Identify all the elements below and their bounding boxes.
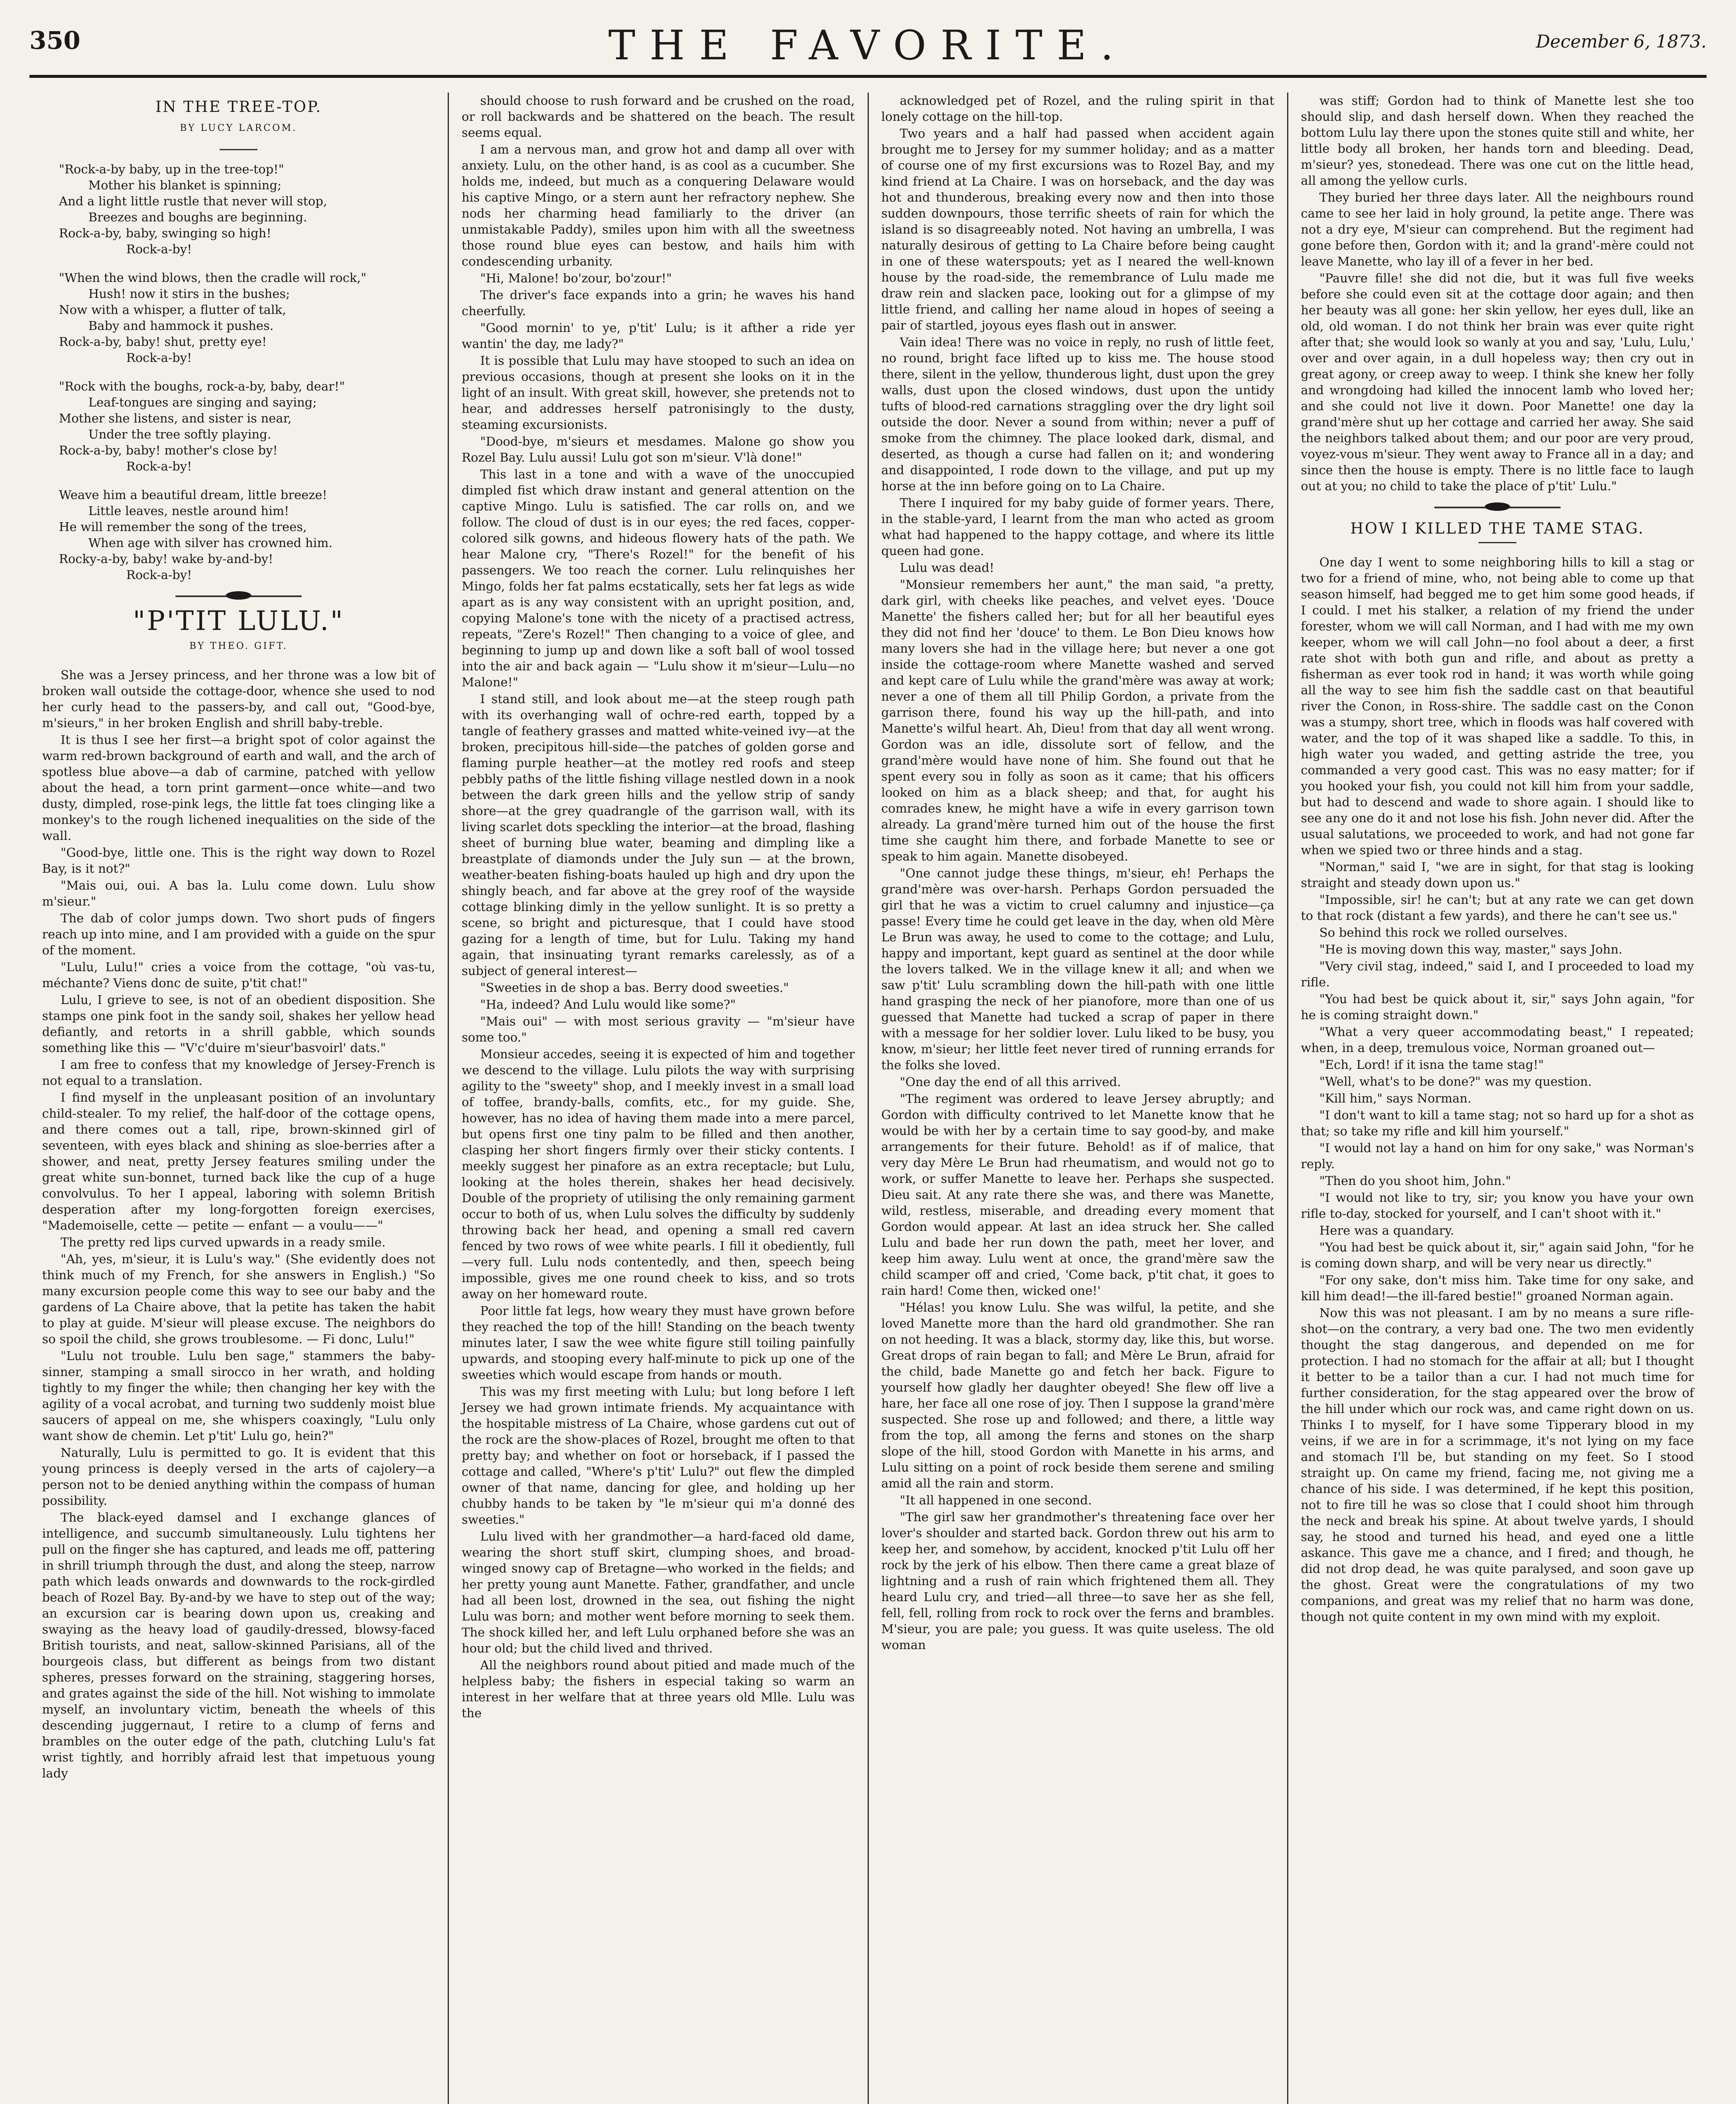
poem-line: Mother his blanket is spinning; — [88, 178, 281, 192]
poem-stanza — [42, 270, 435, 366]
stag-paragraph: "I would not like to try, sir; you know you have your own rifle to-day, stocked for yourself, and I can't shoot with it." — [1301, 1190, 1694, 1221]
poem-stanza — [42, 487, 435, 583]
page-header — [29, 20, 1707, 83]
story-paragraph: "It all happened in one second. — [900, 1493, 1092, 1507]
stag-paragraph: Now this was not pleasant. I am by no means a sure rifle-shot—on the contrary, a very bad one. The two men evidently thought the stag dangerous, and depended on me for protection. I had no stomach for the affair at all; but I thought it better to be a tailor than a cur. I had not much time for further consideration, for the stag appeared over the brow of the hill under which our rock was, and came right down on us. Thinks I to myself, for I have some Tipperary blood in my veins, if we are in for a scrimmage, it's not lying on my face and stomach I'll be, but standing on my feet. So I stood straight up. On came my friend, facing me, not giving me a chance of his side. I was determined, if he kept this position, not to fire till he was so close that I could shoot him through the neck and break his spine. At about twelve yards, I should say, he stood and turned his head, and eyed one a little askance. This gave me a chance, and I fired; and though, he did not drop dead, he was quite paralysed, and soon gave up the ghost. Great were the congratulations of my two companions, and great was my relief that no harm was done, though not quite content in my own mind with my exploit. — [1301, 1306, 1694, 1624]
issue-date: December 6, 1873. — [1536, 31, 1707, 52]
stag-paragraph: "I would not lay a hand on him for ony sake," was Norman's reply. — [1301, 1141, 1694, 1171]
story-paragraph: was stiff; Gordon had to think of Manette lest she too should slip, and dash herself down. When they reached the bottom Lulu lay there upon the stones quite still and white, her little body all broken, her hands torn and bleeding. Dead, m'sieur? yes, stonedead. There was one cut on the little head, all among the yellow curls. — [1301, 93, 1694, 188]
column-2 — [449, 93, 868, 2104]
stag-paragraph: "Ech, Lord! if it isna the tame stag!" — [1319, 1057, 1544, 1072]
poem-line: "Rock with the boughs, rock-a-by, baby, dear!" — [59, 379, 345, 393]
story-paragraph: "Hi, Malone! bo'zour, bo'zour!" — [480, 271, 672, 285]
story-paragraph: The black-eyed damsel and I exchange glances of intelligence, and succumb simultaneously. Lulu tightens her pull on the finger she has captured, and leads me off, pattering in shrill triumph through the dust, and along the steep, narrow path which leads onwards and downwards to the rock-girdled beach of Rozel Bay. By-and-by we have to step out of the way; an excursion car is bearing down upon us, creaking and swaying as the heavy load of gaudily-dressed, blowsy-faced British tourists, and neat, sallow-skinned Parisians, all of the bourgeois class, but different as beings from two distant spheres, presses forward on the straining, staggering horses, and grates against the side of the hill. Not wishing to immolate myself, an involuntary victim, beneath the wheels of this descending juggernaut, I retire to a clump of ferns and brambles on the outer edge of the path, clutching Lulu's fat wrist tightly, and horribly afraid lest that impetuous young lady — [42, 1510, 435, 1780]
story-paragraph: Naturally, Lulu is permitted to go. It is evident that this young princess is deeply versed in the arts of cajolery—a person not to be denied anything within the compass of human possibility. — [42, 1445, 435, 1508]
short-divider — [220, 149, 257, 150]
stag-paragraph: "You had best be quick about it, sir," again said John, "for he is coming down sharp, and will be very near us directly." — [1301, 1240, 1694, 1270]
stag-paragraph: "Then do you shoot him, John." — [1319, 1174, 1511, 1188]
story-paragraph: The pretty red lips curved upwards in a ready smile. — [61, 1235, 386, 1249]
story-paragraph: "Sweeties in de shop a bas. Berry dood sweeties." — [480, 980, 789, 995]
story-paragraph: I find myself in the unpleasant position of an involuntary child-stealer. To my relief, the half-door of the cottage opens, and there comes out a tall, ripe, brown-skinned girl of seventeen, with eyes black and shining as sloe-berries after a shower, and neat, pretty Jersey features smiling under the great white sun-bonnet, turned back like the cup of a huge convolvulus. To her I appeal, laboring with solemn British desperation after my long-forgotten foreign exercises, "Mademoiselle, cette — petite — enfant — a voulu——" — [42, 1090, 435, 1233]
story-paragraph: I am a nervous man, and grow hot and damp all over with anxiety. Lulu, on the other hand, is as cool as a cucumber. She holds me, indeed, but much as a conquering Delaware would his captive Mingo, or a stern aunt her refractory nephew. She nods her charming head familiarly to the driver (an unmistakable Paddy), smiles upon him with all the sweetness those round blue eyes can bestow, and hails him with condescending urbanity. — [462, 142, 855, 268]
story-paragraph: The dab of color jumps down. Two short puds of fingers reach up into mine, and I am provided with a guide on the spur of the moment. — [42, 911, 435, 957]
story-paragraph: All the neighbors round about pitied and made much of the helpless baby; the fishers in especial taking so warm an interest in her welfare that at three years old Mlle. Lulu was the — [462, 1658, 855, 1720]
poem-line: Now with a whisper, a flutter of talk, — [59, 303, 287, 317]
column-3 — [869, 93, 1288, 2104]
stag-paragraph: "Impossible, sir! he can't; but at any rate we can get down to that rock (distant a few yards), and there he can't see us." — [1301, 893, 1694, 923]
poem-line: Rock-a-by! — [126, 242, 192, 256]
story-paragraph: "Lulu, Lulu!" cries a voice from the cottage, "où vas-tu, méchante? Viens donc de suite, p'tit chat!" — [42, 960, 435, 990]
story-paragraph: "The regiment was ordered to leave Jersey abruptly; and Gordon with difficulty contrived to let Manette know that he would be with her by a certain time to say good-by, and make arrangements for their future. Behold! as if of malice, that very day Mère Le Brun had rheumatism, and would not go to work, or suffer Manette to leave her. Perhaps she suspected. Dieu sait. At any rate there she was, and there was Manette, wild, restless, miserable, and dreading every moment that Gordon would appear. At last an idea struck her. She called Lulu and bade her run down the path, meet her lover, and keep him away. Lulu went at once, the grand'mère saw the child scamper off and cried, 'Come back, p'tit chat, it goes to rain hard! Come then, wicked one!' — [881, 1092, 1274, 1298]
poem-stanza — [42, 378, 435, 474]
story-paragraph: "Monsieur remembers her aunt," the man said, "a pretty, dark girl, with cheeks like peaches, and velvet eyes. 'Douce Manette' the fishers called her; but for all her beautiful eyes they did not find her 'douce' to them. Le Bon Dieu knows how many lovers she had in the village here; but never a one got inside the cottage-room where Manette washed and served and kept care of Lulu while the grand'mère was away at work; never a one of them all till Philip Gordon, a private from the garrison there, found his way up the hill-path, and into Manette's wilful heart. Ah, Dieu! from that day all went wrong. Gordon was an idle, dissolute sort of fellow, and the grand'mère would have none of him. She found out that he spent every sou in folly as soon as it came; that his officers looked on him as a black sheep; and that, for aught his comrades knew, he might have a wife in every garrison town already. La grand'mère turned him out of the house the first time she caught him there, and forbade Manette to see or speak to him again. Manette disobeyed. — [881, 577, 1274, 863]
newspaper-title: THE FAVORITE. — [608, 22, 1128, 69]
poem-line: Rocky-a-by, baby! wake by-and-by! — [59, 552, 273, 566]
poem-line: Rock-a-by, baby, swinging so high! — [59, 226, 271, 240]
poem-line: Mother she listens, and sister is near, — [59, 411, 292, 425]
story-paragraph: Lulu was dead! — [900, 561, 995, 575]
poem-title: IN THE TREE-TOP. — [155, 98, 322, 116]
story-paragraph: Vain idea! There was no voice in reply, no rush of little feet, no round, bright face lifted up to kiss me. The house stood there, silent in the yellow, thunderous light, dust upon the grey walls, dust upon the closed windows, dust upon the untidy tufts of blood-red carnations straggling over the dry light soil outside the door. Never a sound from within; never a puff of smoke from the chimney. The place looked dark, dismal, and deserted, as though a curse had fallen on it; and wondering and disappointed, I rode down to the village, and put up my horse at the inn before going on to La Chaire. — [881, 335, 1274, 493]
story-paragraph: "Ha, indeed? And Lulu would like some?" — [480, 997, 736, 1012]
poem-line: "Rock-a-by baby, up in the tree-top!" — [59, 162, 284, 176]
poem-line: Rock-a-by! — [126, 351, 192, 365]
stag-paragraph: "He is moving down this way, master," says John. — [1319, 942, 1622, 956]
poem-author: BY LUCY LARCOM. — [180, 123, 297, 133]
stag-paragraph: One day I went to some neighboring hills to kill a stag or two for a friend of mine, who, not being able to come up that season himself, had begged me to get him some good heads, if I could. I met his stalker, a relation of my friend the under forester, whom we will call Norman, and I had with me my own keeper, whom we will call John—no fool about a deer, a first rate shot with both gun and rifle, and about as pretty a fisherman as ever took rod in hand; it was worth while going all the way to see him fish the saddle cast on that beautiful river the Conon, in Ross-shire. The saddle cast on the Conon was a stumpy, short tree, which in floods was half covered with water, and the top of it was shaped like a saddle. To this, in high water you waded, and getting astride the tree, you commanded a very good cast. This was no easy matter; for if you hooked your fish, you could not kill him from your saddle, but had to descend and wade to shore again. I should like to see any one do it and not lose his fish. John never did. After the usual salutations, we proceeded to work, and had not gone far when we spied two or three hinds and a stag. — [1301, 555, 1694, 857]
story-paragraph: "Mais oui, oui. A bas la. Lulu come down. Lulu show m'sieur." — [42, 878, 435, 909]
story-paragraph: It is possible that Lulu may have stooped to such an idea on previous occasions, though at present she looks on it in the light of an insult. With great skill, however, she pretends not to hear, and addresses herself patronisingly to the dusty, steaming excursionists. — [462, 353, 855, 432]
story-paragraph: "One day the end of all this arrived. — [900, 1075, 1121, 1089]
story-paragraph: "Hélas! you know Lulu. She was wilful, la petite, and she loved Manette more than the hard old grandmother. She ran on not heeding. It was a black, stormy day, like this, but worse. Great drops of rain began to fall; and Mère Le Brun, afraid for the child, bade Manette go and fetch her back. Figure to yourself how gladly her daughter obeyed! She flew off live a hare, her face all one rose of joy. Then I suppose la grand'mère suspected. She rose up and followed; and there, a little way from the top, all among the ferns and stones on the sharp slope of the hill, stood Gordon with Manette in his arms, and Lulu sitting on a point of rock beside them serene and smiling amid all the rain and storm. — [881, 1300, 1274, 1490]
story-paragraph: She was a Jersey princess, and her throne was a low bit of broken wall outside the cottage-door, whence she used to nod her curly head to the passers-by, and call out, "Good-bye, m'sieurs," in her broken English and shrill baby-treble. — [42, 668, 435, 730]
stag-paragraph: "Kill him," says Norman. — [1319, 1091, 1472, 1105]
poem-line: Rock-a-by, baby! mother's close by! — [59, 443, 278, 457]
stag-paragraph: "For ony sake, don't miss him. Take time for ony sake, and kill him dead!—the ill-fared bestie!" groaned Norman again. — [1301, 1273, 1694, 1303]
poem-line: "When the wind blows, then the cradle will rock," — [59, 271, 366, 285]
story-paragraph: "Pauvre fille! she did not die, but it was full five weeks before she could even sit at the cottage door again; and then her beauty was all gone: her skin yellow, her eyes dull, like an old, old woman. I do not think her brain was ever quite right after that; she would look so wanly at you and say, 'Lulu, Lulu,' over and over again, in a dull hopeless way; then cry out in great agony, or creep away to weep. I think she knew her folly and wrongdoing had killed the innocent lamb who loved her; and she could not live it down. Poor Manette! one day la grand'mère shut up her cottage and carried her away. She said the neighbors talked about them; and our poor are very proud, voyez-vous m'sieur. They went away to France all in a day; and since then the house is empty. There is no little face to laugh out at you; no child to take the place of p'tit' Lulu." — [1301, 271, 1694, 493]
story-body-part-1 — [42, 667, 435, 1781]
story-paragraph: "One cannot judge these things, m'sieur, eh! Perhaps the grand'mère was over-harsh. Perhaps Gordon persuaded the girl that he was a victim to cruel calumny and injustice—ça passe! Every time he could get leave in the day, when old Mère Le Brun was away, he used to come to the cottage; and Lulu, happy and important, kept guard as sentinel at the door while the lovers talked. We in the village knew it all; and when we saw p'tit' Lulu scrambling down the hill-path with one little hand grasping the neck of her pianofore, more than one of us guessed that Manette had tucked a scrap of paper in there with a message for her soldier lover. Lulu liked to be busy, you know, m'sieur; her little feet never tired of running errands for the folks she loved. — [881, 866, 1274, 1072]
column-1 — [29, 93, 449, 2104]
poem-line: And a light little rustle that never will stop, — [59, 194, 327, 208]
poem-line: Breezes and boughs are beginning. — [88, 210, 308, 224]
poem-line: Rock-a-by! — [126, 568, 192, 582]
stag-article-body — [1301, 554, 1694, 1625]
story-title: "P'TIT LULU." — [133, 606, 345, 637]
story-paragraph: Two years and a half had passed when accident again brought me to Jersey for my summer holiday; and as a matter of course one of my first excursions was to Rozel Bay, and my kind friend at La Chaire. I was on horseback, and the day was hot and thunderous, breaking every now and then into those sudden downpours, those terrific sheets of rain for which the island is so disagreeably noted. Not having an umbrella, I was naturally desirous of getting to La Chaire before being caught in one of these waterspouts; yet as I neared the well-known house by the road-side, the remembrance of Lulu made me draw rein and slacken pace, looking out for a glimpse of my little friend, and calling her name aloud in hopes of seeing a pair of startled, joyous eyes flash out in answer. — [881, 126, 1274, 332]
story-paragraph: acknowledged pet of Rozel, and the ruling spirit in that lonely cottage on the hill-top. — [881, 93, 1274, 124]
header-rule — [29, 75, 1707, 78]
story-paragraph: "Ah, yes, m'sieur, it is Lulu's way." (She evidently does not think much of my French, for she answers in English.) "So many excursion people come this way to see our baby and the gardens of La Chaire above, that la petite has taken the habit to play at guide. M'sieur will please excuse. The neighbors do so spoil the child, she grows troublesome. — Fi donc, Lulu!" — [42, 1252, 435, 1346]
stag-article-title: HOW I KILLED THE TAME STAG. — [1350, 520, 1645, 537]
ornament-divider — [1434, 507, 1561, 508]
story-paragraph: "Dood-bye, m'sieurs et mesdames. Malone go show you Rozel Bay. Lulu aussi! Lulu got son m'sieur. V'là done!" — [462, 434, 855, 465]
story-paragraph: "Mais oui" — with most serious gravity — "m'sieur have some too." — [462, 1014, 855, 1044]
story-body-part-3 — [881, 93, 1274, 1653]
story-paragraph: "Good-bye, little one. This is the right way down to Rozel Bay, is it not?" — [42, 845, 435, 876]
column-4 — [1288, 93, 1707, 2104]
article-columns — [29, 93, 1707, 2104]
poem-stanza — [42, 161, 435, 257]
story-paragraph: There I inquired for my baby guide of former years. There, in the stable-yard, I learnt from the man who acted as groom what had happened to the happy cottage, and where its little queen had gone. — [881, 496, 1274, 558]
story-body-part-4 — [1301, 93, 1694, 494]
page-number: 350 — [29, 26, 81, 55]
poem-line: Rock-a-by, baby! shut, pretty eye! — [59, 335, 267, 349]
poem-line: Under the tree softly playing. — [88, 427, 271, 441]
stag-paragraph: "Well, what's to be done?" was my question. — [1319, 1074, 1592, 1089]
stag-paragraph: So behind this rock we rolled ourselves. — [1319, 925, 1568, 940]
stag-paragraph: "Norman," said I, "we are in sight, for that stag is looking straight and steady down upon us." — [1301, 860, 1694, 890]
stag-paragraph: "You had best be quick about it, sir," says John again, "for he is coming straight down." — [1301, 992, 1694, 1022]
story-paragraph: "The girl saw her grandmother's threatening face over her lover's shoulder and started back. Gordon threw out his arm to keep her, and somehow, by accident, knocked p'tit Lulu off her rock by the jerk of his elbow. Then there came a great blaze of lightning and a rush of rain which frightened them all. They heard Lulu cry, and tried—all three—to save her as she fell, fell, fell, rolling from rock to rock over the ferns and brambles. M'sieur, you are pale; you guess. It was quite useless. The old woman — [881, 1510, 1274, 1652]
poem-line: Rock-a-by! — [126, 459, 192, 473]
poem-line: He will remember the song of the trees, — [59, 520, 307, 534]
story-paragraph: Lulu lived with her grandmother—a hard-faced old dame, wearing the short stuff skirt, clumping shoes, and broad-winged snowy cap of Bretagne—who worked in the fields; and her pretty young aunt Manette. Father, grandfather, and uncle had all been lost, drowned in the sea, out fishing the night Lulu was born; and mother went before morning to seek them. The shock killed her, and left Lulu orphaned before she was an hour old; but the child lived and thrived. — [462, 1529, 855, 1655]
poem-line: When age with silver has crowned him. — [88, 536, 333, 550]
story-paragraph: They buried her three days later. All the neighbours round came to see her laid in holy ground, la petite ange. There was not a dry eye, M'sieur can comprehend. But the regiment had gone before then, Gordon with it; and la grand'-mère could not leave Manette, who lay ill of a fever in her bed. — [1301, 190, 1694, 268]
poem-line: Little leaves, nestle around him! — [88, 504, 289, 518]
poem-line: Leaf-tongues are singing and saying; — [88, 395, 317, 409]
stag-paragraph: "Very civil stag, indeed," said I, and I proceeded to load my rifle. — [1301, 959, 1694, 989]
story-body-part-2 — [462, 93, 855, 1721]
stag-paragraph: Here was a quandary. — [1319, 1223, 1454, 1238]
stag-paragraph: "What a very queer accommodating beast," I repeated; when, in a deep, tremulous voice, Norman groaned out— — [1301, 1025, 1694, 1055]
story-paragraph: This was my first meeting with Lulu; but long before I left Jersey we had grown intimate friends. My acquaintance with the hospitable mistress of La Chaire, whose gardens cut out of the rock are the show-places of Rozel, brought me often to that pretty bay; and whether on foot or horseback, if I passed the cottage and called, "Where's p'tit' Lulu?" out flew the dimpled owner of that name, dancing for glee, and holding up her chubby hands to be taken by "le m'sieur qui m'a donné des sweeties." — [462, 1384, 855, 1527]
poem-line: Baby and hammock it pushes. — [88, 319, 274, 333]
story-paragraph: I am free to confess that my knowledge of Jersey-French is not equal to a translation. — [42, 1057, 435, 1088]
story-paragraph: The driver's face expands into a grin; he waves his hand cheerfully. — [462, 288, 855, 318]
poem-line: Hush! now it stirs in the bushes; — [88, 287, 290, 301]
story-paragraph: "Good mornin' to ye, p'tit' Lulu; is it afther a ride yer wantin' the day, me lady?" — [462, 321, 855, 351]
poem-body — [42, 161, 435, 583]
story-paragraph: Poor little fat legs, how weary they must have grown before they reached the top of the hill! Standing on the beach twenty minutes later, I saw the wee white figure still toiling painfully upwards, and stooping every half-minute to pick up one of the sweeties which would escape from hands or mouth. — [462, 1304, 855, 1382]
story-author: BY THEO. GIFT. — [189, 641, 288, 651]
poem-line: Weave him a beautiful dream, little breeze! — [59, 488, 327, 502]
story-paragraph: Monsieur accedes, seeing it is expected of him and together we descend to the village. Lulu pilots the way with surprising agility to the "sweety" shop, and I meekly invest in a small load of toffee, brandy-balls, comfits, etc., for my guide. She, however, has no idea of having them made into a mere parcel, but opens first one tiny palm to be filled and then another, clasping her short fingers firmly over their sticky contents. I meekly suggest her pinafore as an extra receptacle; but Lulu, looking at the holes therein, shakes her head decisively. Double of the propriety of utilising the only remaining garment occur to both of us, when Lulu solves the difficulty by suddenly throwing back her head, and opening a small red cavern fenced by two rows of wee white pearls. I fill it obediently, full—very full. Lulu nods contentedly, and then, speech being impossible, gives me one round cheek to kiss, and so trots away on her homeward route. — [462, 1047, 855, 1301]
stag-paragraph: "I don't want to kill a tame stag; not so hard up for a shot as that; so take my rifle and kill him yourself." — [1301, 1108, 1694, 1138]
story-paragraph: Lulu, I grieve to see, is not of an obedient disposition. She stamps one pink foot in the sandy soil, shakes her yellow head defiantly, and retorts in a shrill gabble, which sounds something like this — "V'c'duire m'sieur'basvoirl' dats." — [42, 993, 435, 1055]
story-paragraph: This last in a tone and with a wave of the unoccupied dimpled fist which draw instant and general attention on the captive Mingo. Lulu is satisfied. The car rolls on, and we follow. The cloud of dust is in our eyes; the red faces, copper-colored silk gowns, and hideous flowery hats of the path. We hear Malone cry, "There's Rozel!" for the benefit of his passengers. We too reach the corner. Lulu relinquishes her Mingo, folds her fat palms ecstatically, sets her fat legs as wide apart as is any way consistent with an upright position, and, copying Malone's tone with the nicety of a practised actress, repeats, "Zere's Rozel!" Then changing to a voice of glee, and beginning to jump up and down like a soft ball of wool tossed into the air and back again — "Lulu show it m'sieur—Lulu—no Malone!" — [462, 467, 855, 689]
short-divider — [1479, 542, 1516, 543]
ornament-divider — [175, 595, 302, 597]
story-paragraph: I stand still, and look about me—at the steep rough path with its overhanging wall of ochre-red earth, topped by a tangle of feathery grasses and matted white-veined ivy—at the broken, precipitous hill-side—the patches of golden gorse and flaming purple heather—at the motley red roofs and steep pebbly paths of the little fishing village nestled down in a nook between the dark green hills and the yellow strip of sandy shore—at the grey quadrangle of the garrison wall, with its living scarlet dots speckling the interior—at the broad, flashing sheet of burning blue water, beaming and dimpling like a breastplate of diamonds under the July sun — at the brown, weather-beaten fishing-boats hauled up high and dry upon the shingly beach, and far above at the grey roof of the wayside cottage blinking dimly in the yellow sunlight. It is so pretty a scene, so bright and picturesque, that I could have stood gazing for a length of time, but for Lulu. Taking my hand again, that insinuating tyrant remarks carelessly, as of a subject of general interest— — [462, 692, 855, 978]
story-paragraph: It is thus I see her first—a bright spot of color against the warm red-brown background of earth and wall, and the arch of spotless blue above—a dab of carmine, patched with yellow about the head, a torn print garment—once white—and two dusty, dimpled, rose-pink legs, the little fat toes clinging like a monkey's to the rough lichened inequalities on the side of the wall. — [42, 733, 435, 843]
story-paragraph: "Lulu not trouble. Lulu ben sage," stammers the baby-sinner, stamping a small sirocco in her wrath, and holding tightly to my finger the while; then changing her key with the agility of a vocal acrobat, and turning two suddenly moist blue saucers of appeal on me, she whispers coaxingly, "Lulu only want show de chemin. Let p'tit' Lulu go, hein?" — [42, 1349, 435, 1443]
story-paragraph: should choose to rush forward and be crushed on the road, or roll backwards and be shattered on the beach. The result seems equal. — [462, 93, 855, 140]
